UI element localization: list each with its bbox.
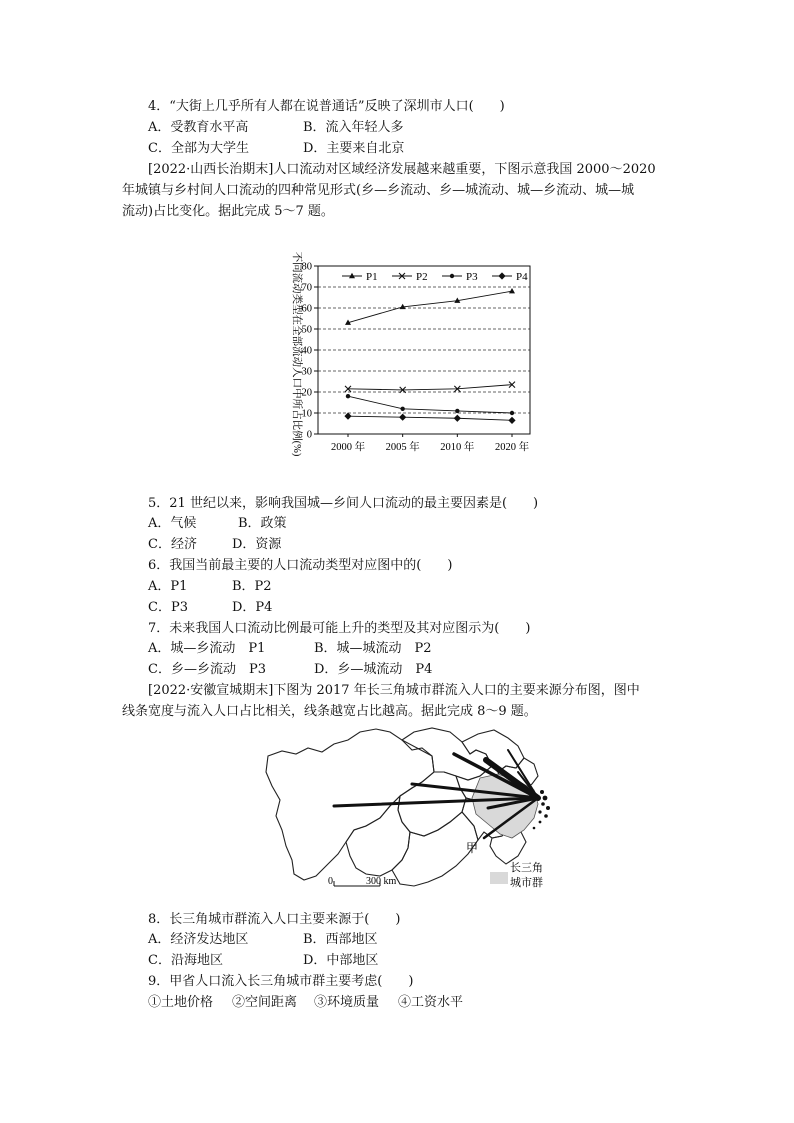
legend-marker-p1: [349, 273, 355, 278]
y-axis-label: 不同流动类型在全部流动人口中所占比例(%): [291, 251, 302, 457]
y-tick-label: 30: [301, 366, 312, 378]
legend-line1: 长三角: [510, 862, 543, 874]
data-point-p4: [344, 413, 351, 420]
data-point-p4: [399, 414, 406, 421]
q7-option-d: D．乡—城流动 P4: [314, 662, 433, 677]
legend-label-p1: P1: [366, 271, 378, 283]
chart-legend: [342, 271, 528, 283]
intro1-line1: [2022·山西长治期末]人口流动对区域经济发展越来越重要，下图示意我国 2000～2020: [148, 162, 656, 177]
q4-option-a: A．受教育水平高: [148, 120, 249, 135]
q4-option-c: C．全部为大学生: [148, 141, 249, 156]
y-tick-label: 0: [306, 429, 312, 441]
q6-option-d: D．P4: [232, 600, 273, 615]
series-line-p3: [348, 396, 512, 413]
q5-option-b: B．政策: [238, 516, 287, 531]
data-point-p3: [455, 409, 459, 413]
q9-option-4: ④工资水平: [398, 995, 464, 1010]
series-line-p1: [348, 291, 512, 323]
scale-distance: 300 km: [366, 876, 397, 887]
q7-option-a: A．城—乡流动 P1: [148, 641, 266, 656]
q5-option-d: D．资源: [232, 537, 282, 552]
q8-stem: 8．长三角城市群流入人口主要来源于( ): [148, 912, 401, 927]
y-tick-label: 70: [301, 282, 312, 294]
legend-label-p4: P4: [516, 271, 528, 283]
data-point-p3: [510, 411, 514, 415]
y-tick-label: 10: [301, 408, 312, 420]
province-label-jia: 甲: [466, 841, 479, 855]
map-legend: [490, 860, 543, 889]
y-tick-label: 20: [301, 387, 312, 399]
q6-stem: 6．我国当前最主要的人口流动类型对应图中的( ): [148, 558, 453, 573]
intro2-line1: [2022·安徽宣城期末]下图为 2017 年长三角城市群流入人口的主要来源分布图，图中: [148, 683, 640, 698]
y-ticks: [302, 262, 319, 441]
data-point-p4: [508, 417, 515, 424]
legend-label-p3: P3: [466, 271, 478, 283]
x-tick-label: 2010 年: [440, 442, 475, 453]
legend-swatch: [490, 872, 508, 884]
chart-svg: [280, 236, 550, 478]
scale-zero: 0: [328, 876, 333, 887]
x-ticks: [331, 434, 530, 453]
series-line-p4: [348, 416, 512, 420]
legend-marker-p4: [498, 272, 505, 279]
y-tick-label: 60: [301, 303, 312, 315]
data-point-p3: [400, 407, 404, 411]
q6-option-b: B．P2: [232, 579, 272, 594]
data-point-p3: [346, 394, 350, 398]
intro2-line2: 线条宽度与流入人口占比相关，线条越宽占比越高。据此完成 8～9 题。: [122, 704, 537, 719]
q5-option-a: A．气候: [148, 516, 197, 531]
series-line-p2: [348, 385, 512, 390]
intro1-line3: 流动)占比变化。据此完成 5～7 题。: [122, 204, 334, 219]
q5-option-c: C．经济: [148, 537, 197, 552]
y-tick-label: 80: [301, 261, 312, 273]
chart-series: [344, 288, 515, 424]
q5-stem: 5．21 世纪以来，影响我国城—乡间人口流动的最主要因素是( ): [148, 496, 539, 511]
y-tick-label: 40: [301, 345, 312, 357]
q9-option-2: ②空间距离: [232, 995, 298, 1010]
population-flow-chart: [280, 236, 550, 478]
q8-option-d: D．中部地区: [303, 953, 379, 968]
yangtze-delta-map: [262, 726, 564, 898]
chart-grid: [318, 287, 530, 413]
q7-option-c: C．乡—乡流动 P3: [148, 662, 266, 677]
q6-option-a: A．P1: [148, 579, 188, 594]
q7-stem: 7．未来我国人口流动比例最可能上升的类型及其对应图示为( ): [148, 621, 531, 636]
q4-option-b: B．流入年轻人多: [303, 120, 404, 135]
x-tick-label: 2000 年: [330, 442, 366, 453]
q9-stem: 9．甲省人口流入长三角城市群主要考虑( ): [148, 974, 414, 989]
data-point-p4: [454, 415, 461, 422]
q8-option-a: A．经济发达地区: [148, 932, 249, 947]
q8-option-c: C．沿海地区: [148, 953, 223, 968]
scale-bar: [328, 876, 397, 887]
q9-option-3: ③环境质量: [314, 995, 380, 1010]
x-tick-label: 2005 年: [385, 442, 420, 453]
legend-marker-p3: [450, 274, 454, 278]
map-svg: [262, 726, 564, 898]
y-tick-label: 50: [301, 324, 312, 336]
x-tick-label: 2020 年: [494, 442, 530, 453]
q8-option-b: B．西部地区: [303, 932, 378, 947]
q6-option-c: C．P3: [148, 600, 188, 615]
legend-line2: 城市群: [510, 877, 543, 889]
q7-option-b: B．城—城流动 P2: [314, 641, 432, 656]
q4-stem: 4．“大街上几乎所有人都在说普通话”反映了深圳市人口( ): [148, 99, 505, 114]
q4-option-d: D．主要来自北京: [303, 141, 405, 156]
q9-option-1: ①土地价格: [148, 995, 214, 1010]
legend-label-p2: P2: [416, 271, 428, 283]
intro1-line2: 年城镇与乡村间人口流动的四种常见形式(乡—乡流动、乡—城流动、城—乡流动、城—城: [122, 183, 635, 198]
data-point-p1: [509, 288, 515, 293]
